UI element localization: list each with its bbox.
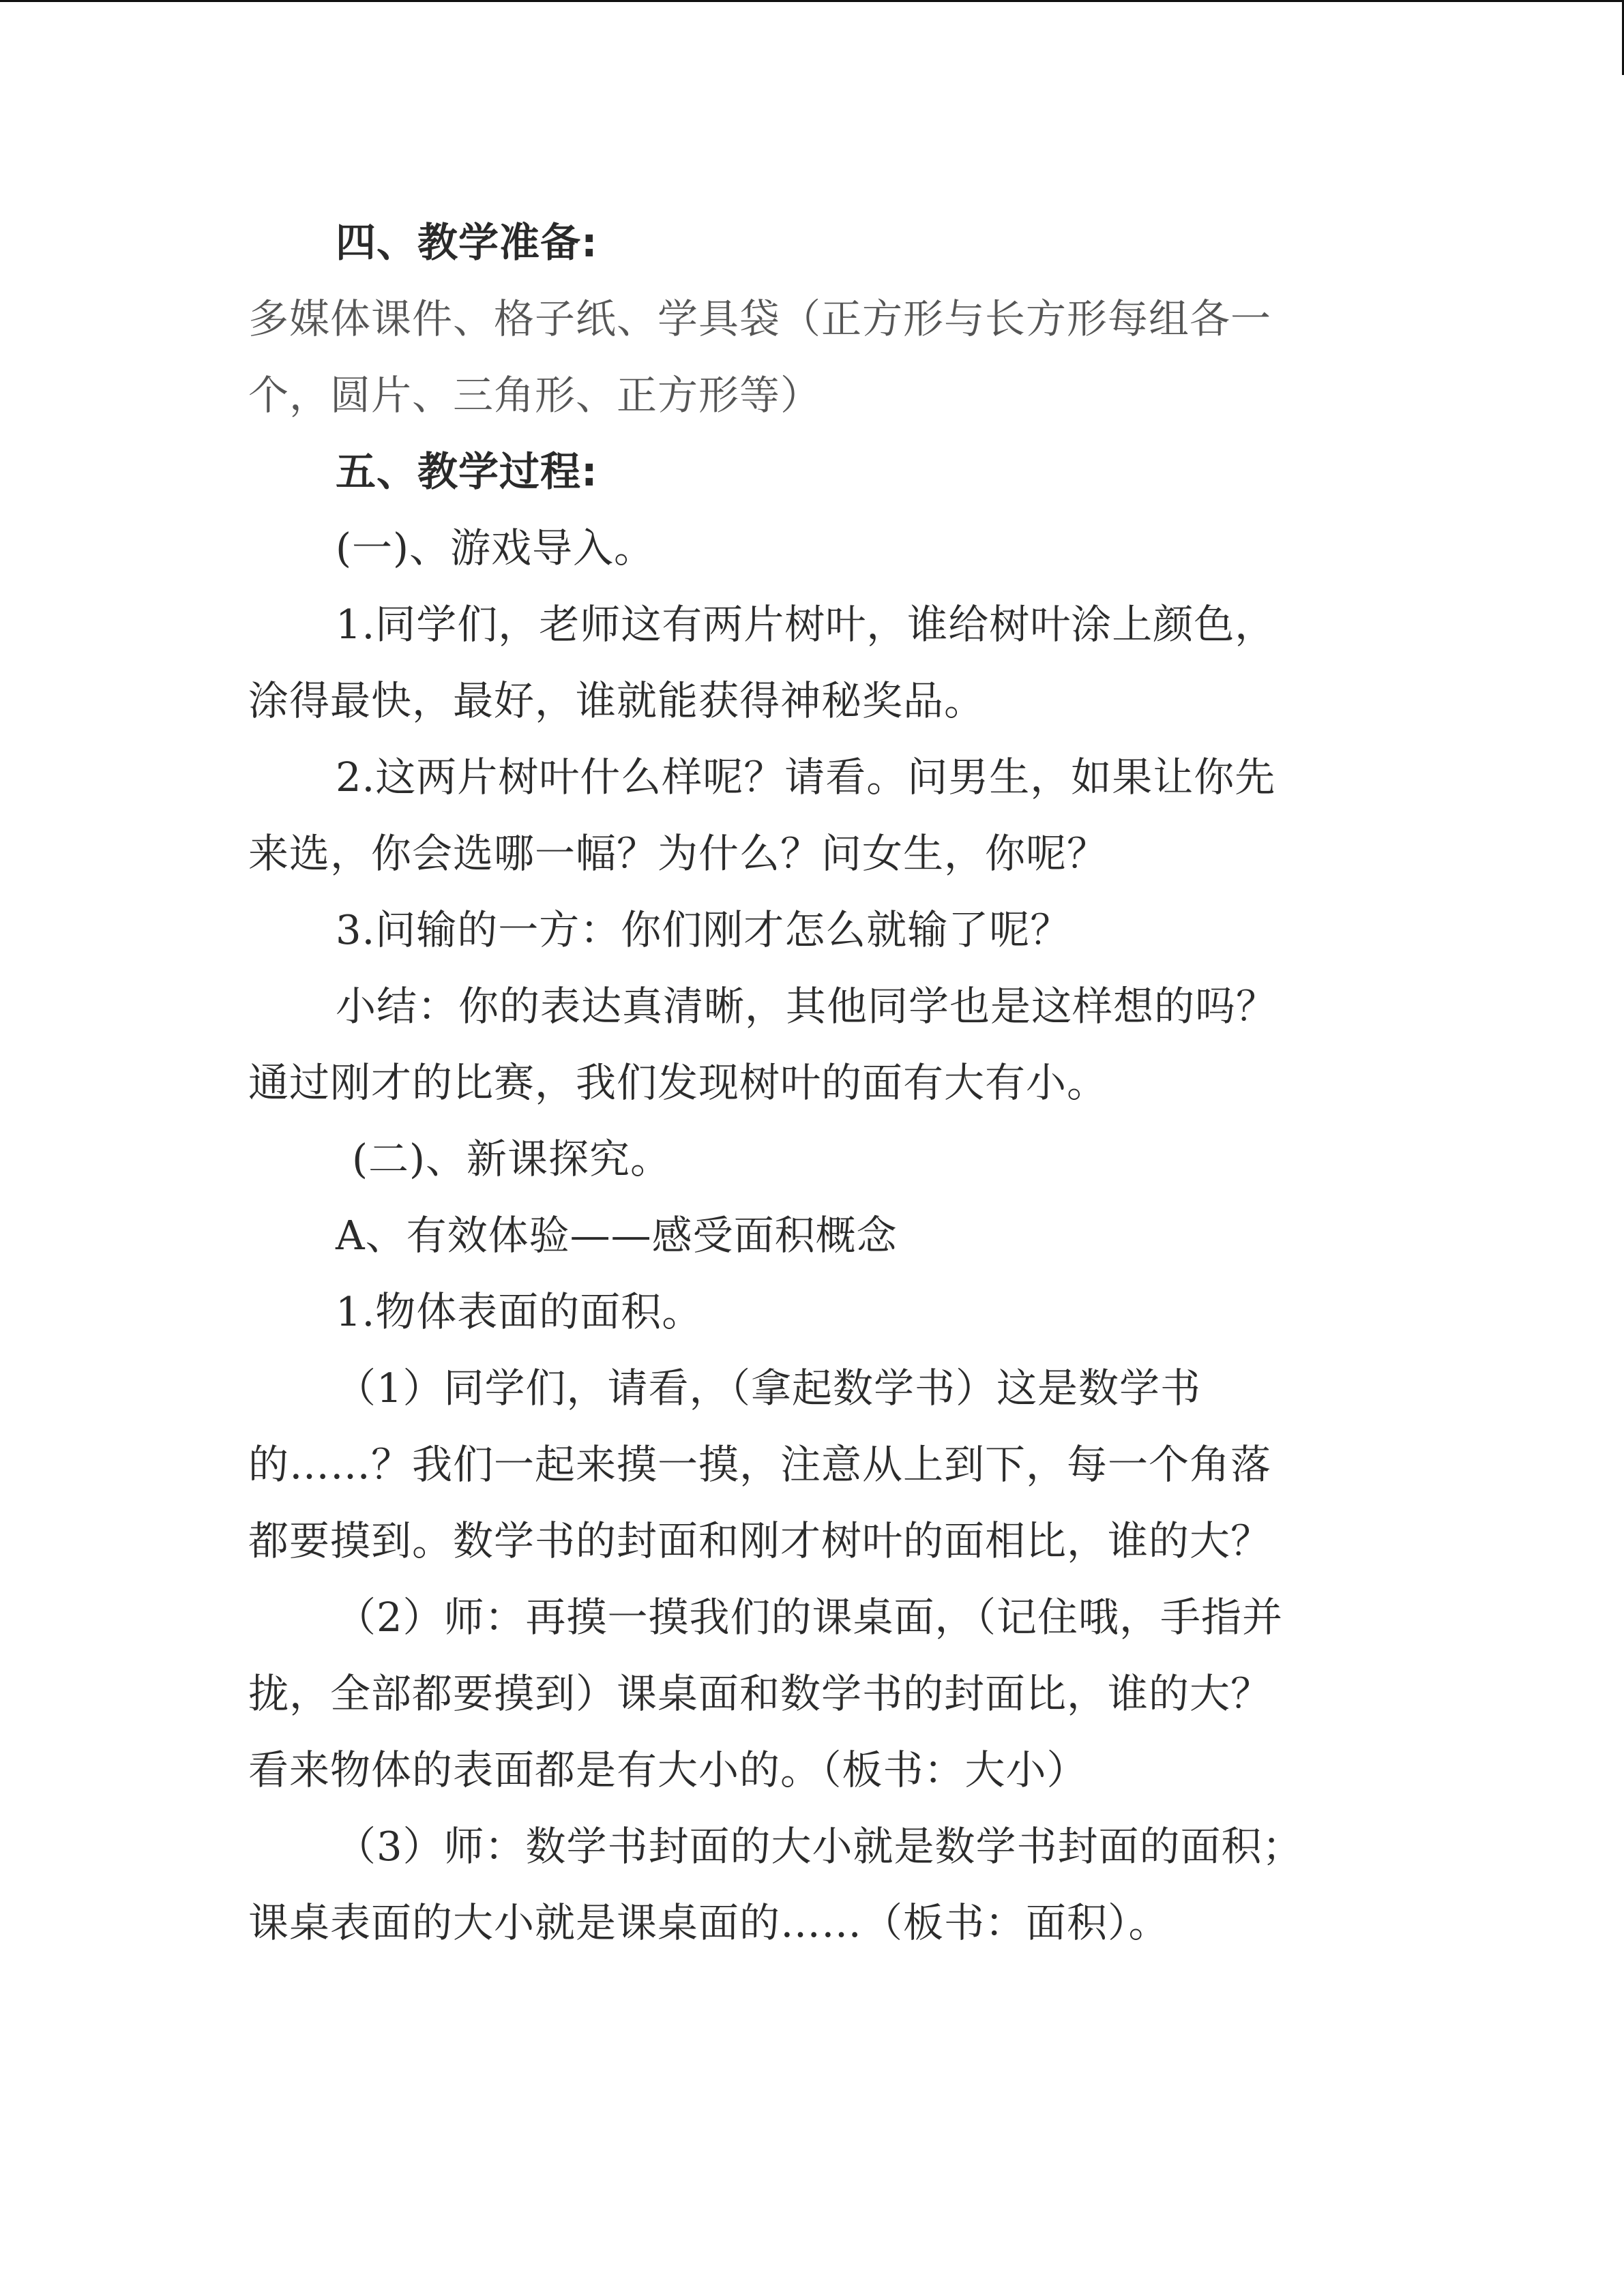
section4-line-1: 多媒体课件、格子纸、学具袋（正方形与长方形每组各一 — [248, 295, 1272, 342]
part2-line-4: 的……？我们一起来摸一摸，注意从上到下，每一个角落 — [248, 1441, 1272, 1488]
section4-heading: 四、教学准备: — [336, 219, 598, 266]
part1-line-7: 通过刚才的比赛，我们发现树叶的面有大有小。 — [248, 1059, 1108, 1106]
part2-line-8: 看来物体的表面都是有大小的。（板书：大小） — [248, 1746, 1088, 1793]
part1-line-6: 小结：你的表达真清晰，其他同学也是这样想的吗？ — [336, 983, 1278, 1030]
section5-heading: 五、教学过程: — [336, 448, 598, 495]
part2-line-7: 拢，全部都要摸到）课桌面和数学书的封面比，谁的大？ — [248, 1670, 1272, 1717]
part2-line-3: （1）同学们，请看，（拿起数学书）这是数学书 — [336, 1365, 1202, 1412]
part2-title: (二)、新课探究。 — [352, 1135, 672, 1182]
part2-line-2: 1.物体表面的面积。 — [336, 1288, 703, 1335]
part2-line-1: A、有效体验——感受面积概念 — [336, 1212, 898, 1259]
part1-line-5: 3.问输的一方：你们刚才怎么就输了呢？ — [336, 906, 1072, 953]
part1-line-2: 涂得最快，最好，谁就能获得神秘奖品。 — [248, 677, 986, 724]
part1-line-4: 来选，你会选哪一幅？为什么？问女生，你呢？ — [248, 830, 1108, 877]
part1-line-1: 1.同学们，老师这有两片树叶，谁给树叶涂上颜色， — [336, 601, 1276, 648]
section4-line-2: 个，圆片、三角形、正方形等） — [248, 372, 822, 419]
part2-line-5: 都要摸到。数学书的封面和刚才树叶的面相比，谁的大？ — [248, 1517, 1272, 1564]
part2-line-6: （2）师：再摸一摸我们的课桌面，（记住哦，手指并 — [336, 1594, 1284, 1641]
top-border-line — [0, 0, 1624, 2]
part2-line-10: 课桌表面的大小就是课桌面的……（板书：面积）。 — [248, 1899, 1170, 1946]
part2-line-9: （3）师：数学书封面的大小就是数学书封面的面积； — [336, 1823, 1303, 1870]
part1-line-3: 2.这两片树叶什么样呢？请看。问男生，如果让你先 — [336, 754, 1276, 801]
part1-title: (一)、游戏导入。 — [336, 524, 655, 571]
